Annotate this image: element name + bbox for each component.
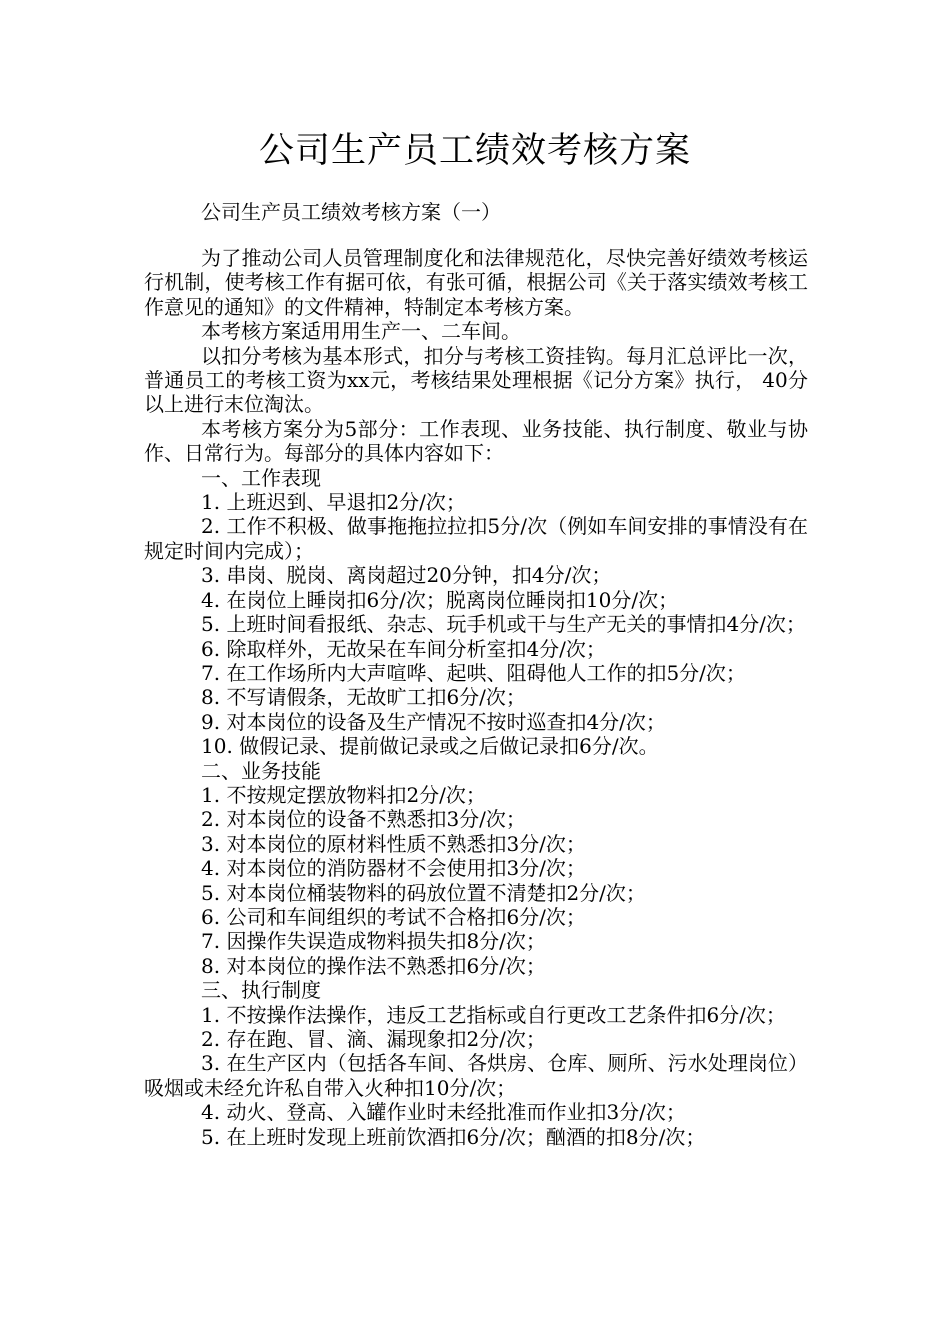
list-item: 6. 除取样外，无故呆在车间分析室扣4分/次；: [201, 636, 606, 661]
list-item: 9. 对本岗位的设备及生产情况不按时巡查扣4分/次；: [201, 709, 666, 734]
paragraph: 本考核方案适用用生产一、二车间。: [201, 319, 521, 344]
section-heading: 三、执行制度: [201, 978, 321, 1003]
list-item: 2. 工作不积极、做事拖拖拉拉扣5分/次（例如车间安排的事情没有在规定时间内完成）；: [144, 514, 808, 563]
paragraph: 本考核方案分为5部分：工作表现、业务技能、执行制度、敬业与协作、日常行为。每部分的具体内容如下：: [144, 416, 808, 466]
list-item: 1. 上班迟到、早退扣2分/次；: [201, 490, 466, 515]
list-item: 3. 对本岗位的原材料性质不熟悉扣3分/次；: [201, 831, 586, 856]
list-item: 5. 上班时间看报纸、杂志、玩手机或干与生产无关的事情扣4分/次；: [201, 612, 806, 637]
list-item: 3. 串岗、脱岗、离岗超过20分钟，扣4分/次；: [201, 563, 612, 588]
list-item: 7. 因操作失误造成物料损失扣8分/次；: [201, 929, 546, 954]
list-item: 4. 动火、登高、入罐作业时未经批准而作业扣3分/次；: [201, 1100, 686, 1125]
list-item: 10. 做假记录、提前做记录或之后做记录扣6分/次。: [201, 734, 659, 759]
list-item: 4. 在岗位上睡岗扣6分/次；脱离岗位睡岗扣10分/次；: [201, 587, 679, 612]
list-item: 6. 公司和车间组织的考试不合格扣6分/次；: [201, 904, 586, 929]
list-item: 1. 不按操作法操作，违反工艺指标或自行更改工艺条件扣6分/次；: [201, 1002, 786, 1027]
list-item: 5. 在上班时发现上班前饮酒扣6分/次；酗酒的扣8分/次；: [201, 1124, 706, 1149]
list-item: 2. 对本岗位的设备不熟悉扣3分/次；: [201, 807, 526, 832]
list-item: 2. 存在跑、冒、滴、漏现象扣2分/次；: [201, 1027, 546, 1051]
list-item: 7. 在工作场所内大声喧哗、起哄、阻碍他人工作的扣5分/次；: [201, 660, 746, 685]
list-item: 8. 对本岗位的操作法不熟悉扣6分/次；: [201, 953, 546, 978]
list-item: 1. 不按规定摆放物料扣2分/次；: [201, 782, 486, 807]
document-subtitle: 公司生产员工绩效考核方案（一）: [201, 200, 501, 224]
section-heading: 一、工作表现: [201, 465, 321, 490]
section-heading: 二、业务技能: [201, 758, 321, 783]
list-item: 5. 对本岗位桶装物料的码放位置不清楚扣2分/次；: [201, 880, 646, 905]
paragraph: 为了推动公司人员管理制度化和法律规范化，尽快完善好绩效考核运行机制，使考核工作有据可依，有张可循，根据公司《关于落实绩效考核工作意见的通知》的文件精神，特制定本考核方案。: [144, 246, 808, 319]
document-title: 公司生产员工绩效考核方案: [258, 131, 691, 171]
list-item: 8. 不写请假条，无故旷工扣6分/次；: [201, 685, 526, 710]
document-body: [144, 246, 808, 1149]
list-item: 3. 在生产区内（包括各车间、各烘房、仓库、厕所、污水处理岗位）吸烟或未经允许私自带入火种扣10分/次；: [144, 1051, 808, 1100]
paragraph: 以扣分考核为基本形式，扣分与考核工资挂钩。每月汇总评比一次，普通员工的考核工资为xx元，考核结果处理根据《记分方案》执行， 40分以上进行末位淘汰。: [144, 343, 808, 417]
list-item: 4. 对本岗位的消防器材不会使用扣3分/次；: [201, 856, 586, 881]
